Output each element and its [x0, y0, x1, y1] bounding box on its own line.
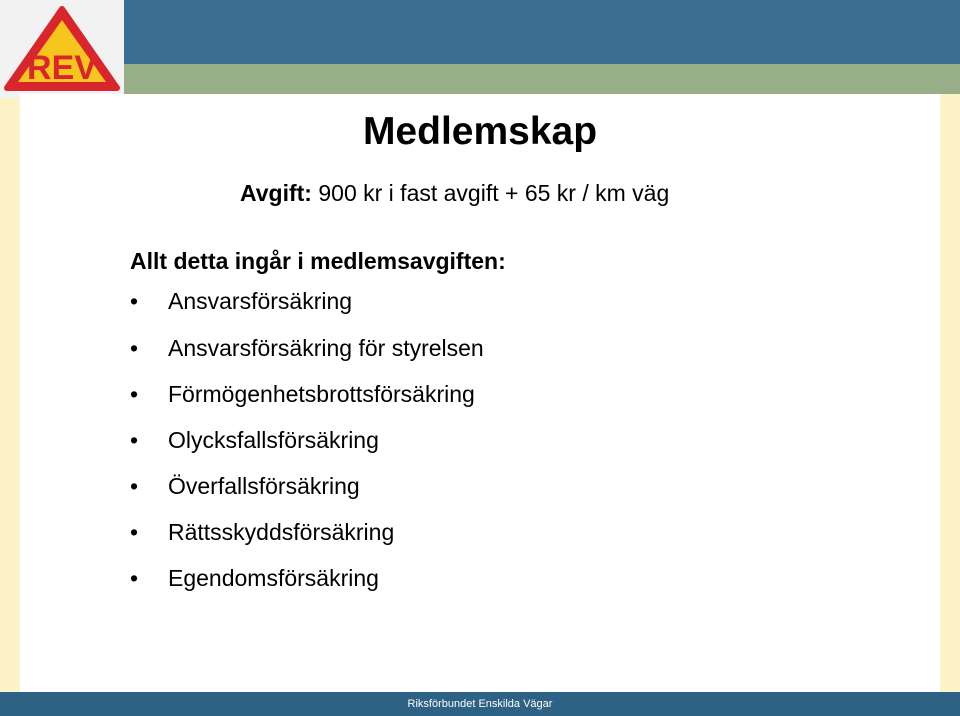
list-item — [130, 333, 484, 363]
fee-line — [240, 178, 669, 208]
rev-logo-icon — [4, 6, 120, 92]
footer-text: Riksförbundet Enskilda Vägar — [407, 698, 553, 710]
list-item — [130, 286, 352, 316]
header-accent-band — [0, 64, 960, 94]
bullet: • — [130, 335, 139, 361]
list-item-label: Olycksfallsförsäkring — [168, 427, 379, 453]
list-item-label: Ansvarsförsäkring — [168, 288, 353, 314]
list-item — [130, 379, 475, 409]
fee-label: Avgift: — [240, 180, 312, 206]
list-heading: Allt detta ingår i medlemsavgiften: — [130, 248, 506, 274]
bullet: • — [130, 473, 139, 499]
list-item — [130, 425, 379, 455]
list-item-label: Ansvarsförsäkring för styrelsen — [168, 335, 484, 361]
bullet: • — [130, 288, 139, 314]
list-item — [130, 471, 360, 501]
slide-title: Medlemskap — [362, 110, 598, 153]
list-item — [130, 563, 379, 593]
bullet: • — [130, 381, 139, 407]
bullet: • — [130, 565, 139, 591]
bullet: • — [130, 519, 139, 545]
fee-value: 900 kr i fast avgift + 65 kr / km väg — [311, 180, 670, 206]
list-item-label: Överfallsförsäkring — [168, 473, 360, 499]
header-bar — [0, 0, 960, 64]
logo — [0, 0, 124, 98]
list-item-label: Förmögenhetsbrottsförsäkring — [168, 381, 475, 407]
list-item-label: Egendomsförsäkring — [168, 565, 379, 591]
bullet: • — [130, 427, 139, 453]
list-item — [130, 517, 394, 547]
list-item-label: Rättsskyddsförsäkring — [168, 519, 395, 545]
logo-text: REV — [27, 49, 97, 87]
